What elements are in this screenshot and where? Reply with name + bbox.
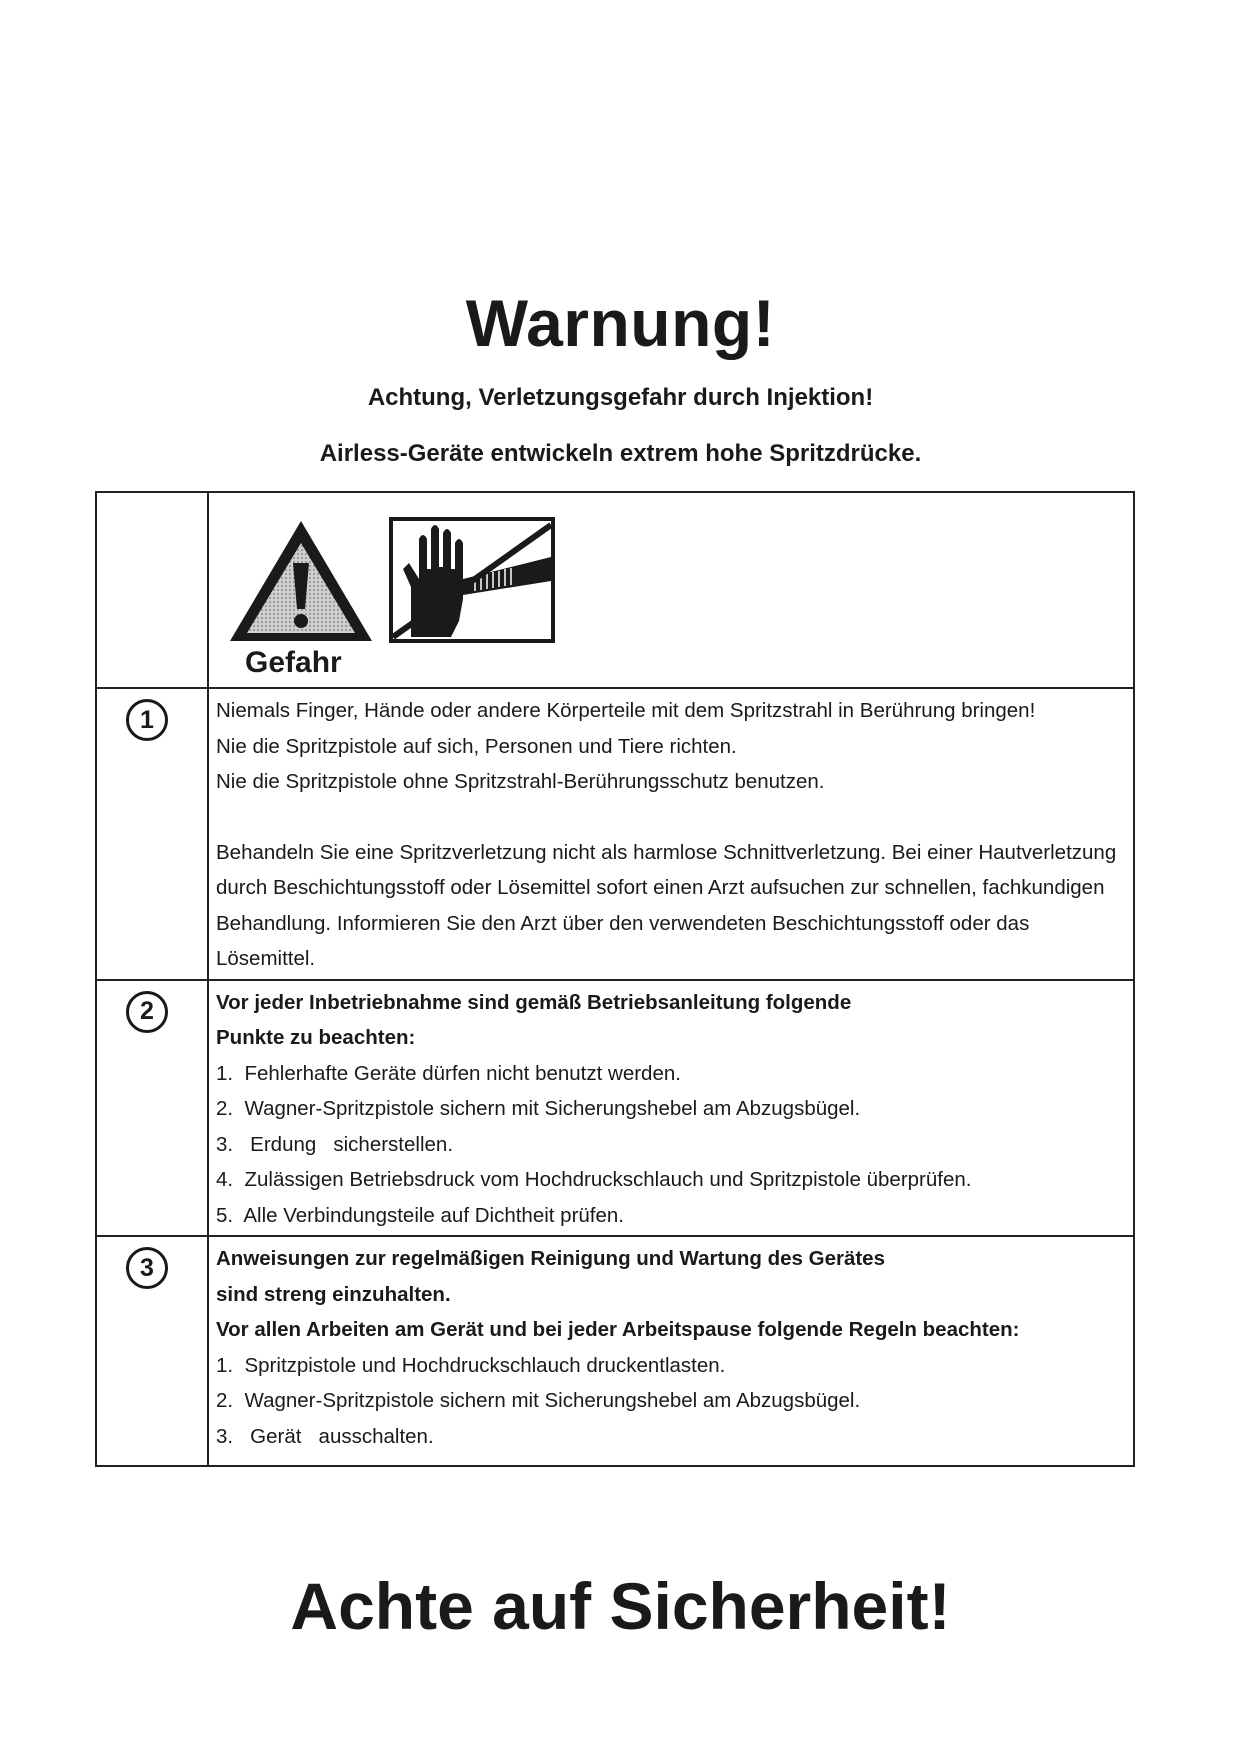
section-2-heading: Vor jeder Inbetriebnahme sind gemäß Betriebsanleitung folgende (216, 990, 852, 1014)
section-1-number-cell (96, 688, 208, 980)
section-1-paragraph: Behandeln Sie eine Spritzverletzung nicht als harmlose Schnittverletzung. Bei einer Hautverletzung durch Beschichtungsstoff oder Lösemittel sofort einen Arzt aufsuchen zur schnellen, fachkundigen Behandlung. Informieren Sie den Arzt über den verwendeten Beschichtungsstoff oder das Lösemittel. (216, 840, 1117, 970)
section-3-heading: Anweisungen zur regelmäßigen Reinigung und Wartung des Gerätes (216, 1247, 885, 1270)
safety-slogan: Achte auf Sicherheit! (290, 1569, 951, 1643)
pressure-warning-subtitle: Airless-Geräte entwickeln extrem hohe Spritzdrücke. (319, 440, 922, 467)
section-1-number: 1 (126, 699, 168, 741)
section-3-item: 1. Spritzpistole und Hochdruckschlauch druckentlasten. (216, 1353, 726, 1377)
section-3-number-cell (96, 1236, 208, 1466)
section-3-heading: sind streng einzuhalten. (216, 1282, 451, 1306)
section-2-item: 3. Erdung sicherstellen. (216, 1132, 454, 1156)
icons-cell (208, 492, 1134, 688)
section-2-number: 2 (126, 991, 168, 1033)
section-1-line: Nie die Spritzpistole ohne Spritzstrahl-Berührungsschutz benutzen. (216, 770, 825, 793)
section-2-heading: Punkte zu beachten: (216, 1026, 416, 1049)
section-3-heading: Vor allen Arbeiten am Gerät und bei jeder Arbeitspause folgende Regeln beachten: (216, 1318, 1020, 1341)
icons-row (96, 492, 1134, 688)
section-2-item: 2. Wagner-Spritzpistole sichern mit Sicherungshebel am Abzugsbügel. (216, 1097, 861, 1120)
danger-label: Gefahr (245, 646, 342, 677)
section-2-item: 5. Alle Verbindungsteile auf Dichtheit prüfen. (216, 1203, 624, 1227)
section-1-text (208, 688, 1134, 980)
section-2-item: 1. Fehlerhafte Geräte dürfen nicht benutzt werden. (216, 1061, 681, 1085)
section-2-number-cell (96, 980, 208, 1237)
section-2-row (96, 980, 1134, 1237)
safety-instructions-table (95, 491, 1135, 1467)
section-3-item: 3. Gerät ausschalten. (216, 1424, 434, 1448)
warning-triangle-icon (229, 517, 379, 677)
page-title: Warnung! (465, 286, 776, 360)
section-3-text (208, 1236, 1134, 1466)
section-2-text (208, 980, 1134, 1237)
section-3-row (96, 1236, 1134, 1466)
section-3-item: 2. Wagner-Spritzpistole sichern mit Sicherungshebel am Abzugsbügel. (216, 1389, 861, 1412)
section-2-item: 4. Zulässigen Betriebsdruck vom Hochdruckschlauch und Spritzpistole überprüfen. (216, 1168, 972, 1191)
section-1-line: Niemals Finger, Hände oder andere Körperteile mit dem Spritzstrahl in Berührung bringen! (216, 699, 1036, 722)
injection-warning-subtitle: Achtung, Verletzungsgefahr durch Injektion! (367, 384, 874, 411)
hand-spray-prohibited-icon (389, 517, 555, 645)
section-1-line: Nie die Spritzpistole auf sich, Personen und Tiere richten. (216, 734, 737, 758)
empty-number-cell (96, 492, 208, 688)
section-3-number: 3 (126, 1247, 168, 1289)
section-1-row (96, 688, 1134, 980)
